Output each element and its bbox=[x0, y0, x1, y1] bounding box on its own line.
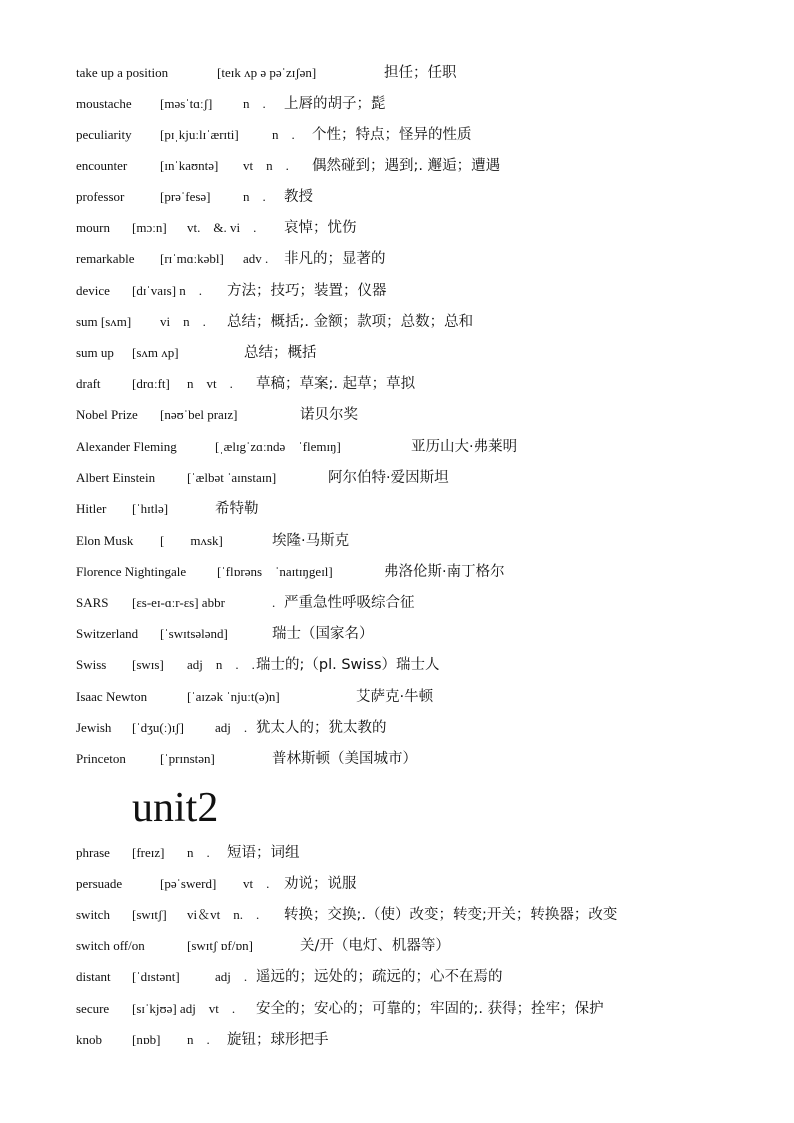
vocab-word: draft bbox=[76, 376, 101, 391]
vocab-ipa: [ˈdɪstənt] bbox=[132, 969, 180, 984]
vocab-meaning: 瑞士（国家名） bbox=[272, 626, 374, 642]
vocab-meaning: 普林斯顿（美国城市） bbox=[272, 751, 417, 767]
vocab-entry bbox=[0, 93, 794, 115]
vocab-pos: n vt . bbox=[187, 376, 233, 391]
vocab-meaning: 上唇的胡子；髭 bbox=[284, 96, 386, 112]
vocab-ipa: [teɪk ʌp ə pəˈzɪʃən] bbox=[217, 65, 317, 80]
vocab-entry bbox=[0, 436, 794, 458]
vocab-ipa: [sɪˈkjʊə] adj vt . bbox=[132, 1001, 236, 1016]
vocab-entry bbox=[0, 561, 794, 583]
vocab-word: phrase bbox=[76, 845, 110, 860]
vocab-meaning: 关/开（电灯、机器等） bbox=[300, 938, 450, 954]
vocab-word: SARS bbox=[76, 595, 109, 610]
vocab-ipa: [ˈflɒrəns ˈnaɪtɪŋgeɪl] bbox=[217, 564, 333, 579]
vocab-meaning: 遥远的；远处的；疏远的；心不在焉的 bbox=[256, 969, 503, 985]
unit-heading: unit2 bbox=[132, 785, 219, 831]
vocab-ipa: [ˈaɪzək ˈnjuːt(ə)n] bbox=[187, 689, 280, 704]
vocab-ipa: [prəˈfesə] bbox=[160, 189, 211, 204]
vocab-entry bbox=[0, 748, 794, 770]
vocab-entry bbox=[0, 966, 794, 988]
vocab-word: secure bbox=[76, 1001, 110, 1016]
vocab-entry bbox=[0, 311, 794, 333]
vocab-word: mourn bbox=[76, 220, 110, 235]
vocab-meaning: 劝说；说服 bbox=[284, 876, 357, 892]
vocab-word: Alexander Fleming bbox=[76, 439, 177, 454]
vocab-entry bbox=[0, 248, 794, 270]
vocab-word: device bbox=[76, 283, 110, 298]
vocab-meaning: 担任；任职 bbox=[384, 65, 457, 81]
vocab-word: persuade bbox=[76, 876, 123, 891]
vocab-meaning: 诺贝尔奖 bbox=[300, 407, 358, 423]
vocab-ipa: [swɪtʃ] bbox=[132, 907, 167, 922]
vocab-ipa: [sʌm ʌp] bbox=[132, 345, 179, 360]
vocab-ipa: [freɪz] bbox=[132, 845, 165, 860]
vocab-pos: n . bbox=[243, 189, 266, 204]
vocab-meaning: 希特勒 bbox=[215, 501, 259, 517]
vocab-word: peculiarity bbox=[76, 127, 132, 142]
vocab-word: Hitler bbox=[76, 501, 107, 516]
vocab-ipa: [pɪˌkjuːlɪˈærɪti] bbox=[160, 127, 239, 142]
vocab-ipa: [nɒb] bbox=[132, 1032, 161, 1047]
vocab-word: distant bbox=[76, 969, 111, 984]
vocab-meaning: 埃隆·马斯克 bbox=[272, 533, 350, 549]
vocab-word: switch off/on bbox=[76, 938, 145, 953]
vocab-word: Nobel Prize bbox=[76, 407, 138, 422]
vocab-meaning: 教授 bbox=[284, 189, 313, 205]
vocab-ipa: [ˈdʒu(ː)ɪʃ] bbox=[132, 720, 184, 735]
vocab-entry bbox=[0, 498, 794, 520]
vocab-meaning: 个性；特点；怪异的性质 bbox=[312, 127, 472, 143]
vocab-word: Florence Nightingale bbox=[76, 564, 187, 579]
vocab-entry bbox=[0, 904, 794, 926]
vocab-word: moustache bbox=[76, 96, 132, 111]
vocab-pos: adj . bbox=[215, 720, 248, 735]
vocab-meaning: 偶然碰到；遇到;. 邂逅；遭遇 bbox=[312, 158, 501, 174]
vocab-word: Albert Einstein bbox=[76, 470, 156, 485]
vocab-ipa: [swɪtʃ ɒf/ɒn] bbox=[187, 938, 253, 953]
vocab-meaning: 阿尔伯特·爱因斯坦 bbox=[328, 470, 449, 486]
vocab-meaning: 总结；概括 bbox=[244, 345, 317, 361]
vocab-meaning: 方法；技巧；装置；仪器 bbox=[227, 283, 387, 299]
vocab-ipa: [ˈælbət ˈaɪnstaɪn] bbox=[187, 470, 277, 485]
vocab-meaning: 犹太人的；犹太教的 bbox=[256, 720, 387, 736]
vocab-entry bbox=[0, 530, 794, 552]
vocab-word: sum up bbox=[76, 345, 114, 360]
vocab-word: knob bbox=[76, 1032, 102, 1047]
vocab-entry bbox=[0, 217, 794, 239]
vocab-ipa: [ɪnˈkaʊntə] bbox=[160, 158, 219, 173]
vocab-meaning: 艾萨克·牛顿 bbox=[356, 689, 434, 705]
vocab-meaning: 转换；交换;.（使）改变；转变;开关；转换器；改变 bbox=[284, 907, 618, 923]
vocab-ipa: [nəʊˈbel praɪz] bbox=[160, 407, 238, 422]
vocab-ipa: [ˈhɪtlə] bbox=[132, 501, 169, 516]
vocab-pos: vi＆vt n. . bbox=[187, 907, 260, 922]
vocab-word: Swiss bbox=[76, 657, 107, 672]
vocab-entry bbox=[0, 467, 794, 489]
vocab-meaning: 短语；词组 bbox=[227, 845, 300, 861]
vocab-ipa: [swɪs] bbox=[132, 657, 164, 672]
vocab-ipa: [ˈswɪtsələnd] bbox=[160, 626, 228, 641]
vocab-pos: n . bbox=[272, 127, 295, 142]
vocab-meaning: 总结；概括;. 金额；款项；总数；总和 bbox=[227, 314, 474, 330]
vocab-entry bbox=[0, 62, 794, 84]
vocab-entry bbox=[0, 842, 794, 864]
vocab-entry bbox=[0, 124, 794, 146]
vocab-word: Elon Musk bbox=[76, 533, 134, 548]
vocab-entry bbox=[0, 373, 794, 395]
vocab-word: Switzerland bbox=[76, 626, 139, 641]
vocab-meaning: 安全的；安心的；可靠的；牢固的;. 获得；拴牢；保护 bbox=[256, 1001, 604, 1017]
vocab-entry bbox=[0, 654, 794, 676]
vocab-meaning: 瑞士的;（pl. Swiss）瑞士人 bbox=[256, 657, 440, 673]
vocab-ipa: [drɑːft] bbox=[132, 376, 170, 391]
vocab-word: remarkable bbox=[76, 251, 135, 266]
vocab-word: Isaac Newton bbox=[76, 689, 148, 704]
vocab-ipa: [dɪˈvaɪs] n . bbox=[132, 283, 203, 298]
vocab-entry bbox=[0, 404, 794, 426]
vocab-pos: adj n . . bbox=[187, 657, 255, 672]
vocab-entry bbox=[0, 717, 794, 739]
vocab-word: take up a position bbox=[76, 65, 169, 80]
vocab-word: Princeton bbox=[76, 751, 126, 766]
vocab-word: professor bbox=[76, 189, 125, 204]
vocab-pos: adv . bbox=[243, 251, 269, 266]
vocab-entry bbox=[0, 686, 794, 708]
vocab-ipa: [məsˈtɑːʃ] bbox=[160, 96, 213, 111]
vocab-meaning: 亚历山大·弗莱明 bbox=[411, 439, 518, 455]
vocab-ipa: [ɛs-eɪ-ɑːr-ɛs] abbr bbox=[132, 595, 225, 610]
vocab-meaning: 哀悼；忧伤 bbox=[284, 220, 357, 236]
vocab-ipa: [mɔːn] bbox=[132, 220, 167, 235]
vocab-meaning: 严重急性呼吸综合征 bbox=[284, 595, 415, 611]
vocab-ipa: [ˈprɪnstən] bbox=[160, 751, 215, 766]
vocab-pos: adj . bbox=[215, 969, 248, 984]
vocab-ipa: vi n . bbox=[160, 314, 206, 329]
vocab-entry bbox=[0, 873, 794, 895]
vocab-entry bbox=[0, 342, 794, 364]
vocab-meaning: 旋钮；球形把手 bbox=[227, 1032, 329, 1048]
vocab-entry bbox=[0, 155, 794, 177]
vocab-word: switch bbox=[76, 907, 110, 922]
vocab-meaning: 非凡的；显著的 bbox=[284, 251, 386, 267]
vocab-entry bbox=[0, 186, 794, 208]
vocab-entry bbox=[0, 998, 794, 1020]
vocab-entry bbox=[0, 623, 794, 645]
vocab-entry bbox=[0, 1029, 794, 1051]
vocab-pos: . bbox=[272, 595, 276, 610]
vocab-pos: n . bbox=[187, 845, 210, 860]
vocab-ipa: [ˌælɪgˈzɑːndə ˈflemɪŋ] bbox=[215, 439, 341, 454]
vocab-ipa: [rɪˈmɑːkəbl] bbox=[160, 251, 224, 266]
vocab-pos: vt . bbox=[243, 876, 270, 891]
vocab-word: sum [sʌm] bbox=[76, 314, 132, 329]
vocab-pos: n . bbox=[243, 96, 266, 111]
vocab-word: encounter bbox=[76, 158, 128, 173]
vocab-meaning: 弗洛伦斯·南丁格尔 bbox=[384, 564, 505, 580]
vocab-ipa: [ mʌsk] bbox=[160, 533, 223, 548]
vocab-word: Jewish bbox=[76, 720, 112, 735]
vocab-entry bbox=[0, 935, 794, 957]
vocab-entry bbox=[0, 592, 794, 614]
vocab-ipa: [pəˈswerd] bbox=[160, 876, 217, 891]
vocab-meaning: 草稿；草案;. 起草；草拟 bbox=[256, 376, 416, 392]
vocab-pos: vt. &. vi . bbox=[187, 220, 257, 235]
vocab-pos: n . bbox=[187, 1032, 210, 1047]
vocab-pos: vt n . bbox=[243, 158, 289, 173]
vocab-entry bbox=[0, 280, 794, 302]
